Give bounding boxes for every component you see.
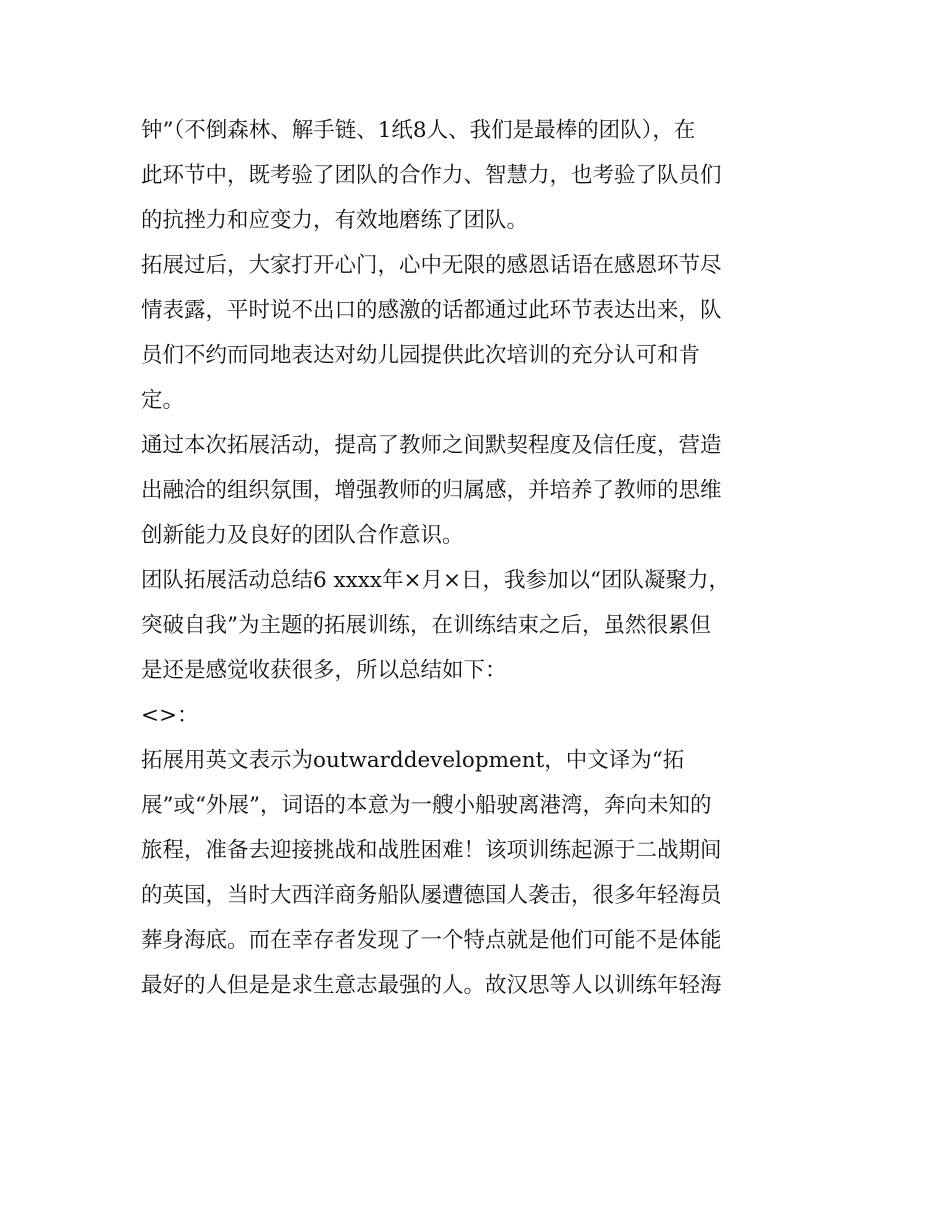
paragraph-1	[141, 108, 821, 243]
text-line: 通过本次拓展活动，提高了教师之间默契程度及信任度，营造	[141, 433, 722, 458]
document-page	[141, 108, 821, 1008]
text-line: 定。	[141, 388, 185, 413]
text-line: 旅程，准备去迎接挑战和战胜困难！该项训练起源于二战期间	[141, 838, 722, 863]
text-line: 的抗挫力和应变力，有效地磨练了团队。	[141, 208, 529, 233]
text-line: 最好的人但是是求生意志最强的人。故汉思等人以训练年轻海	[141, 973, 722, 998]
paragraph-6	[141, 738, 821, 1008]
text-line: 团队拓展活动总结6 xxxx年×月×日，我参加以“团队凝聚力，	[141, 568, 731, 593]
text-line: 展”或“外展”，词语的本意为一艘小船驶离港湾，奔向未知的	[141, 793, 712, 818]
paragraph-2	[141, 243, 821, 423]
paragraph-3	[141, 423, 821, 558]
text-line: 员们不约而同地表达对幼儿园提供此次培训的充分认可和肯	[141, 343, 701, 368]
text-line: 拓展用英文表示为outwarddevelopment，中文译为“拓	[141, 748, 685, 773]
text-line: 情表露，平时说不出口的感激的话都通过此环节表达出来，队	[141, 298, 722, 323]
text-line: 出融洽的组织氛围，增强教师的归属感，并培养了教师的思维	[141, 478, 722, 503]
text-line: 钟”（不倒森林、解手链、1纸8人、我们是最棒的团队），在	[141, 118, 696, 143]
text-line: 拓展过后，大家打开心门，心中无限的感恩话语在感恩环节尽	[141, 253, 722, 278]
text-line: 突破自我”为主题的拓展训练，在训练结束之后，虽然很累但	[141, 613, 711, 638]
text-line: 是还是感觉收获很多，所以总结如下：	[141, 658, 507, 683]
text-line: 葬身海底。而在幸存者发现了一个特点就是他们可能不是体能	[141, 928, 722, 953]
text-line: <>：	[141, 703, 199, 728]
paragraph-4	[141, 558, 821, 693]
text-line: 创新能力及良好的团队合作意识。	[141, 523, 464, 548]
text-line: 此环节中，既考验了团队的合作力、智慧力，也考验了队员们	[141, 163, 722, 188]
paragraph-5	[141, 693, 821, 738]
text-line: 的英国，当时大西洋商务船队屡遭德国人袭击，很多年轻海员	[141, 883, 722, 908]
